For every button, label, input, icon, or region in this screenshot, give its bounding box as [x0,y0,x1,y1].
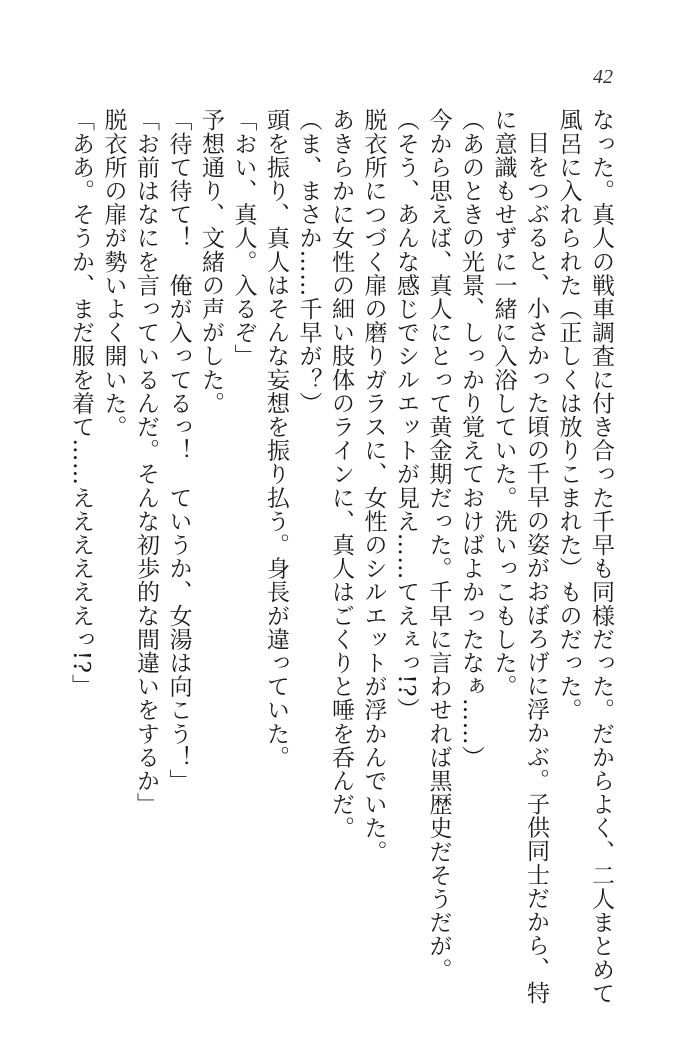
text-line: 「おい、真人。入るぞ」 [230,108,257,368]
text-line: （ま、まさか……千早が？） [295,108,322,415]
text-line: あきらかに女性の細い肢体のラインに、真人はごくりと唾を呑んだ。 [328,108,354,840]
vertical-text-block [65,108,618,1008]
text-line: 脱衣所につづく扉の磨りガラスに、女性のシルエットが浮かんでいた。 [360,108,387,864]
text-line: 脱衣所の扉が勢いよく開いた。 [100,108,127,439]
text-line: 今から思えば、真人にとって黄金期だった。千早に言わせれば黒歴史だそうだが。 [425,108,452,982]
text-line: 頭を振り、真人はそんな妄想を振り払う。身長が違っていた。 [263,108,289,769]
text-line: 「ああ。そうか、まだ服を着て……ええええええっ!?」 [68,108,94,698]
page-number: 42 [593,66,613,88]
text-line: なった。真人の戦車調査に付き合った千早も同様だった。だからよく、二人まとめて [588,108,614,1005]
text-line: 「お前はなにを言っているんだ。そんな初歩的な間違いをするか」 [133,108,159,816]
text-line: （そう、あんな感じでシルエットが見え……てえぇっ!?） [393,108,419,721]
text-line: 風呂に入れられた（正しくは放りこまれた）ものだった。 [555,108,582,722]
text-line: 目をつぶると、小さかった頃の千早の姿がおぼろげに浮かぶ。子供同士だから、特 [523,131,549,1005]
text-line: に意識もせずに一緒に入浴していた。洗いっこもした。 [490,108,517,698]
text-line: 「待て待て！ 俺が入ってるっ！ ていうか、女湯は向こう！」 [165,108,192,793]
text-line: 予想通り、文緒の声がした。 [198,108,224,415]
text-line: （あのときの光景、しっかり覚えておけばよかったなぁ……） [458,108,484,769]
